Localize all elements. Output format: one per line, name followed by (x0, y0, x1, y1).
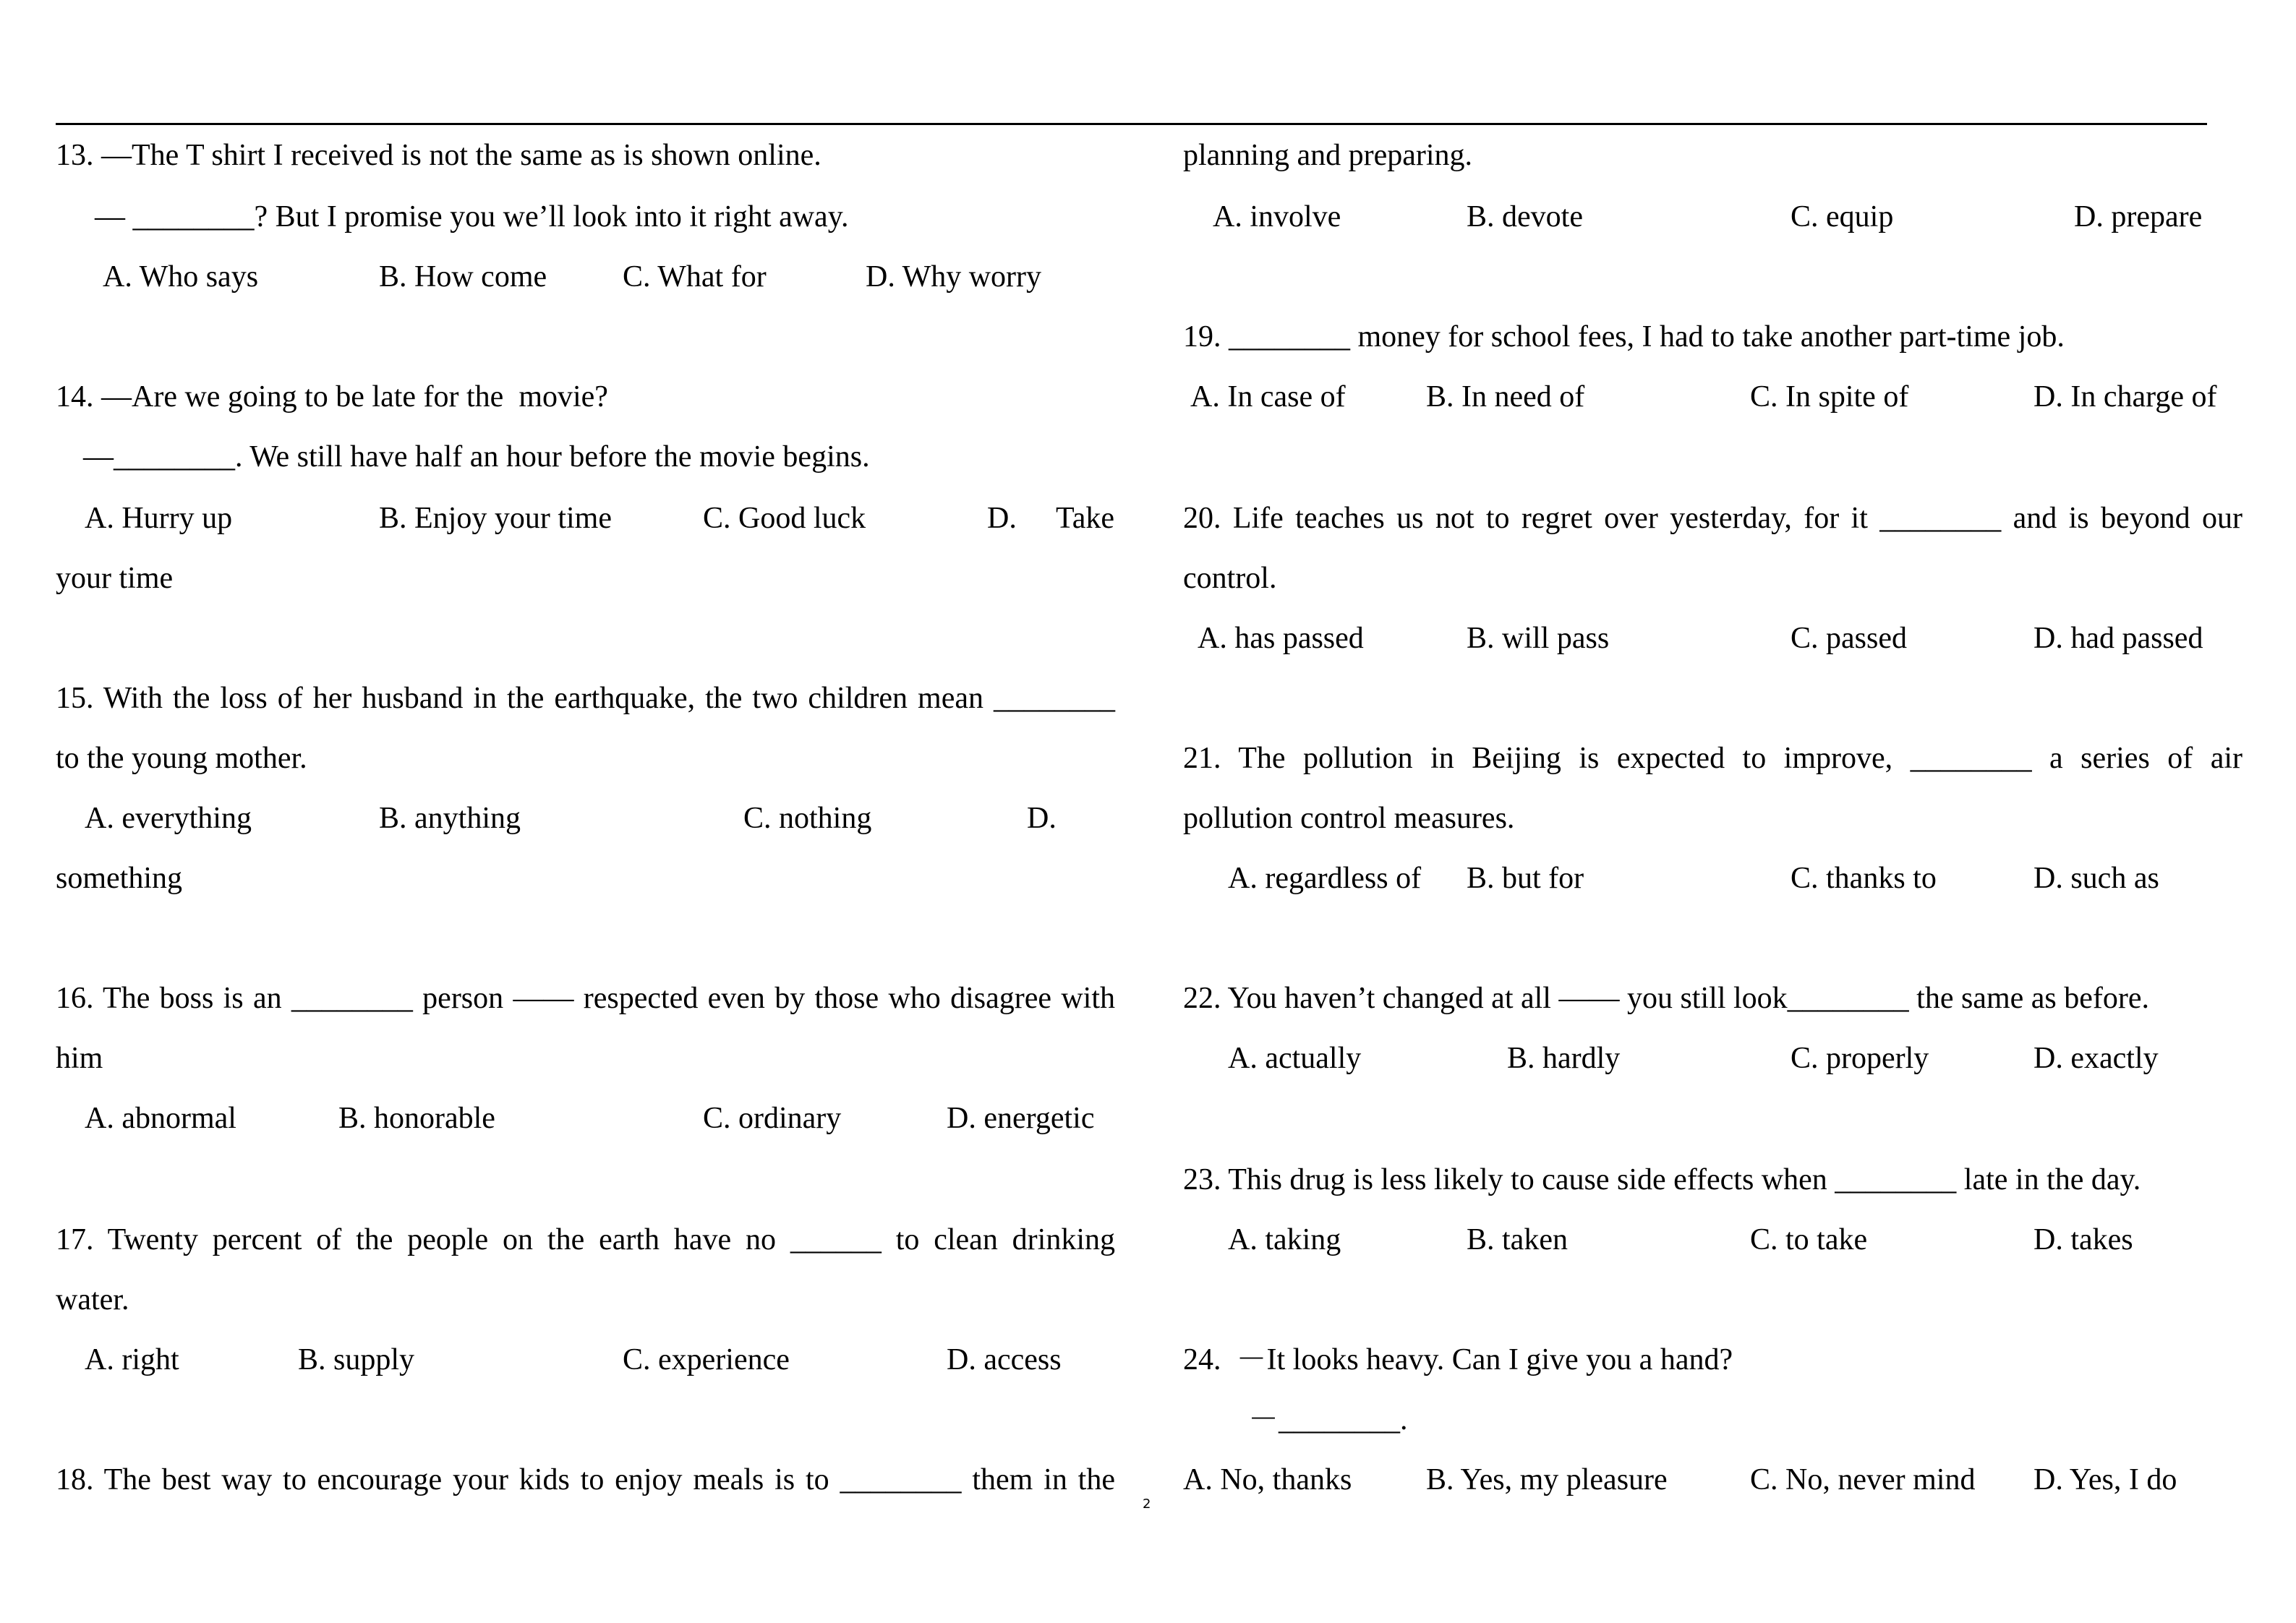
question-13-option-c: C. What for (623, 260, 767, 294)
question-13-option-a: A. Who says (103, 260, 259, 294)
question-20-option-a: A. has passed (1198, 622, 1364, 655)
question-14-option-d-label: D. (987, 502, 1017, 535)
question-21-option-c: C. thanks to (1791, 862, 1937, 895)
question-16-option-a: A. abnormal (85, 1102, 236, 1135)
question-19-option-a: A. In case of (1190, 380, 1346, 414)
question-24-stem: 24. －It looks heavy. Can I give you a hand? (1183, 1343, 1733, 1376)
question-20-stem-line2: control. (1183, 562, 1277, 595)
question-24-option-c: C. No, never mind (1750, 1463, 1976, 1496)
question-16-option-d: D. energetic (947, 1102, 1095, 1135)
question-15-option-b: B. anything (379, 802, 521, 835)
question-24-option-d: D. Yes, I do (2033, 1463, 2177, 1496)
question-19-option-c: C. In spite of (1750, 380, 1909, 414)
question-15-option-d-label: D. (1027, 802, 1057, 835)
question-23-option-c: C. to take (1750, 1223, 1868, 1256)
question-21-option-d: D. such as (2033, 862, 2159, 895)
question-14-option-a: A. Hurry up (85, 502, 233, 535)
question-18-option-c: C. equip (1791, 200, 1894, 234)
question-14-option-d-wrap: your time (56, 562, 174, 595)
question-18-option-b: B. devote (1467, 200, 1583, 234)
question-13-stem: 13. —The T shirt I received is not the same as is shown online. (56, 139, 821, 172)
question-20-stem-line1: 20. Life teaches us not to regret over yesterday, for it ________ and is beyond our (1183, 502, 2242, 535)
question-16-stem-line2: him (56, 1042, 103, 1075)
question-17-option-b: B. supply (298, 1343, 415, 1376)
question-21-option-b: B. but for (1467, 862, 1584, 895)
question-14-stem: 14. —Are we going to be late for the movie? (56, 380, 608, 414)
question-13-reply: — ________? But I promise you we’ll look into it right away. (95, 200, 849, 234)
question-16-stem-line1: 16. The boss is an ________ person —— respected even by those who disagree with (56, 982, 1115, 1015)
question-21-option-a: A. regardless of (1228, 862, 1422, 895)
question-15-option-c: C. nothing (743, 802, 872, 835)
question-17-option-d: D. access (947, 1343, 1062, 1376)
question-22-option-b: B. hardly (1507, 1042, 1621, 1075)
question-14-option-b: B. Enjoy your time (379, 502, 612, 535)
question-20-option-c: C. passed (1791, 622, 1907, 655)
question-17-stem-line1: 17. Twenty percent of the people on the earth have no ______ to clean drinking (56, 1223, 1115, 1256)
question-15-option-d-wrap: something (56, 862, 182, 895)
question-21-stem-line2: pollution control measures. (1183, 802, 1515, 835)
question-15-stem-line1: 15. With the loss of her husband in the earthquake, the two children mean ________ (56, 682, 1115, 715)
question-23-option-b: B. taken (1467, 1223, 1568, 1256)
question-22-option-c: C. properly (1791, 1042, 1929, 1075)
question-16-option-b: B. honorable (338, 1102, 495, 1135)
question-13-option-d: D. Why worry (866, 260, 1042, 294)
question-14-reply: —________. We still have half an hour before the movie begins. (83, 440, 870, 474)
question-18-stem-line1: 18. The best way to encourage your kids to enjoy meals is to ________ them in the (56, 1463, 1115, 1496)
question-15-stem-line2: to the young mother. (56, 742, 307, 775)
question-14-option-c: C. Good luck (703, 502, 866, 535)
question-24-option-b: B. Yes, my pleasure (1426, 1463, 1668, 1496)
question-19-option-d: D. In charge of (2033, 380, 2217, 414)
question-13-option-b: B. How come (379, 260, 547, 294)
question-24-option-a: A. No, thanks (1183, 1463, 1352, 1496)
question-20-option-d: D. had passed (2033, 622, 2203, 655)
question-22-option-d: D. exactly (2033, 1042, 2159, 1075)
question-17-option-a: A. right (85, 1343, 179, 1376)
question-16-option-c: C. ordinary (703, 1102, 842, 1135)
question-23-option-a: A. taking (1228, 1223, 1341, 1256)
header-rule (56, 123, 2207, 125)
question-20-option-b: B. will pass (1467, 622, 1610, 655)
question-21-stem-line1: 21. The pollution in Beijing is expected to improve, ________ a series of air (1183, 742, 2242, 775)
question-18-option-a: A. involve (1213, 200, 1341, 234)
page-number: 2 (1143, 1496, 1151, 1512)
question-17-option-c: C. experience (623, 1343, 790, 1376)
question-22-stem: 22. You haven’t changed at all —— you still look________ the same as before. (1183, 982, 2150, 1015)
question-24-reply: －________. (1248, 1403, 1408, 1436)
question-19-stem: 19. ________ money for school fees, I had to take another part-time job. (1183, 320, 2065, 354)
question-22-option-a: A. actually (1228, 1042, 1362, 1075)
question-23-option-d: D. takes (2033, 1223, 2133, 1256)
question-14-option-d-text: Take (1056, 502, 1115, 535)
question-18-option-d: D. prepare (2074, 200, 2203, 234)
question-18-stem-line2: planning and preparing. (1183, 139, 1473, 172)
question-17-stem-line2: water. (56, 1283, 129, 1316)
question-23-stem: 23. This drug is less likely to cause side effects when ________ late in the day. (1183, 1163, 2141, 1196)
question-19-option-b: B. In need of (1426, 380, 1585, 414)
question-15-option-a: A. everything (85, 802, 252, 835)
